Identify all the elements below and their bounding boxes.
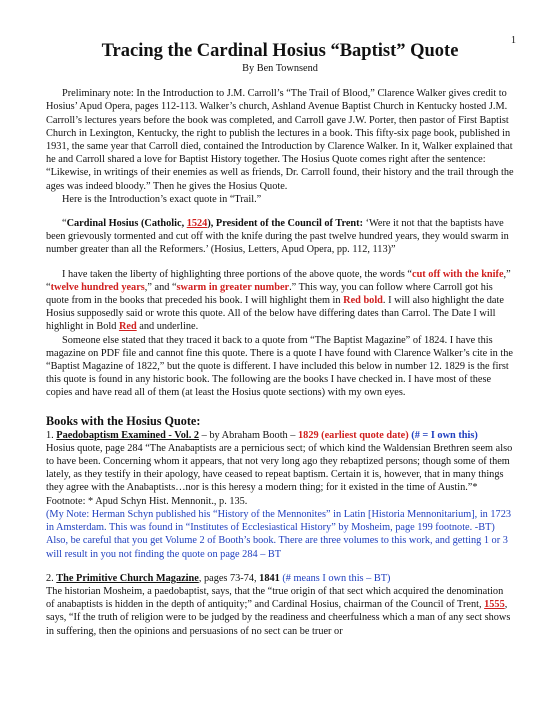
book-2-quote (46, 585, 514, 638)
section-heading: Books with the Hosius Quote: (46, 413, 201, 428)
book-2-heading (46, 572, 514, 585)
highlight-red-bold: Red bold (343, 295, 383, 307)
text-run: .” This way, you can follow where Carroll got his quote from in the books that preceded his book. I will highlight them in (46, 281, 493, 307)
highlight-knife: cut off with the knife (412, 268, 504, 280)
quote-open-mark: “ (62, 218, 67, 230)
quote-year-highlight: 1524 (186, 218, 208, 230)
quote-speaker-cont: ), President of the Council of Trent: (207, 218, 364, 230)
text-run: The historian Mosheim, a paedobaptist, says, that the “true origin of that sect which acquired the denomination of anabaptists is hidden in the depth of antiquity;” and Cardinal Hosius, chairman of the Council of Trent, (46, 585, 504, 611)
book-2-year: 1841 (259, 572, 280, 584)
hosius-quote (46, 217, 514, 257)
spacer (46, 257, 514, 268)
book-1-note: (My Note: Herman Schyn published his “History of the Mennonites” in Latin [Historia Mennonitarium], in 1723 in Amsterdam. This was found in “Institutes of Ecclesiastical History” by Mosheim, page 199 footnote. -BT) (46, 508, 511, 534)
highlight-years: twelve hundred years (50, 281, 145, 293)
highlight-swarm: swarm in greater number (176, 281, 290, 293)
book-1-volume-note: Also, be careful that you get Volume 2 of Booth’s book. There are three volumes to this work, and getting 1 or 3 will result in you not finding the quote on page 284 – BT (46, 535, 508, 560)
intro-paragraph: Preliminary note: In the Introduction to J.M. Carroll’s “The Trail of Blood,” Clarence Walker gives credit to Hosius’ Apud Opera, pages 112-113. Walker’s church, Ashland Avenue Baptist Church in Kentucky hosted J.M. Carroll’s lectures years before the book was completed, and Carroll gave J.W. Porter, then pastor of First Baptist Church in Lexington, Kentucky, the right to publish the lectures in a book. This fifty-six page book, published in 1931, the same year that Carroll died, contained the Introduction by Clarence Walker. In it, Walker explained that he and Carroll shared a love for Baptist History together. The Hosius Quote comes right after the sentence: “Likewise, in writings of their enemies as well as friends, Dr. Carroll found, their history and the trail through the ages was indeed bloody.” Then he gives the Hosius Quote. (46, 88, 514, 192)
quote-speaker: Cardinal Hosius (Catholic, (66, 218, 187, 230)
book-2-title: The Primitive Church Magazine (56, 572, 199, 584)
text-run: and underline. (136, 321, 199, 333)
book-1-title: Paedobaptism Examined - Vol. 2 (56, 429, 200, 441)
book-2-number: 2. (46, 572, 57, 584)
text-run: ,” “ (46, 268, 511, 293)
highlight-paragraph (46, 268, 514, 334)
book-2-own-note: (# means I own this – BT) (279, 572, 391, 584)
book-1-number: 1. (46, 429, 57, 441)
highlight-red-underline: Red (118, 321, 137, 333)
text-run: I have taken the liberty of highlighting three portions of the above quote, the words “ (62, 268, 412, 280)
book-2-pages: , pages 73-74, (198, 572, 260, 584)
magazine-paragraph: Someone else stated that they traced it back to a quote from “The Baptist Magazine” of 1824. I have this magazine on PDF file and cannot fine this quote. There is a quote I have found with Clarence Walker’s cite in the “Baptist Magazine of 1822,” but the quote is different. I have included this below in number 12. 1829 is the first this quote is found in any historic book. The following are the books I have checked in. I have most of these copies and have read all of them (at least the Hosius quote sections) with my own eyes. (46, 334, 513, 399)
book-2-date: 1555 (484, 599, 505, 611)
intro-paragraph-2: Here is the Introduction’s exact quote in “Trail.” (62, 193, 262, 205)
book-1-own-note: (# = I own this) (408, 429, 478, 441)
book-1-author: – by Abraham Booth – (199, 429, 299, 441)
page-number: 1 (511, 35, 516, 46)
text-run: ,” and “ (144, 281, 177, 293)
book-1-date: 1829 (earliest quote date) (298, 429, 409, 441)
book-1-heading (46, 429, 514, 442)
spacer (46, 206, 514, 217)
book-1-quote: Hosius quote, page 284 “The Anabaptists are a pernicious sect; of which kind the Waldensian Brethren seem also to have been. Concerning whom it appears, that not very long ago they rebaptized persons; though some of them lately, as they testify in their apology, have ceased to repeat baptism. Certain it is, however, that in many things they agree with the Anabaptists…nor is this heresy a modern thing; for it existed in the time of Austin.”* (46, 442, 513, 494)
book-1-footnote: Footnote: * Apud Schyn Hist. Mennonit., p. 135. (46, 495, 248, 507)
quote-text: ‘Were it not that the baptists have been grievously tormented and cut off with the knife during the past twelve hundred years, they would swarm in number greater than all the Reformers.’ (Hosius, Letters, Apud Opera, pp. 112, 113)” (46, 218, 509, 256)
document-title: Tracing the Cardinal Hosius “Baptist” Quote (101, 41, 459, 61)
author-line: By Ben Townsend (242, 63, 318, 74)
text-run: , says, “If the truth of religion were to be judged by the readiness and cheerfulness which a man of any sect shows in suffering, then the opinions and persuasions of no sect can be truer or (46, 599, 511, 637)
spacer (46, 561, 514, 572)
text-run: . I will also highlight the date Hosius supposedly said or wrote this quote. All of the below have differing dates than Carrol. The Date I will highlight in Bold (46, 295, 504, 333)
